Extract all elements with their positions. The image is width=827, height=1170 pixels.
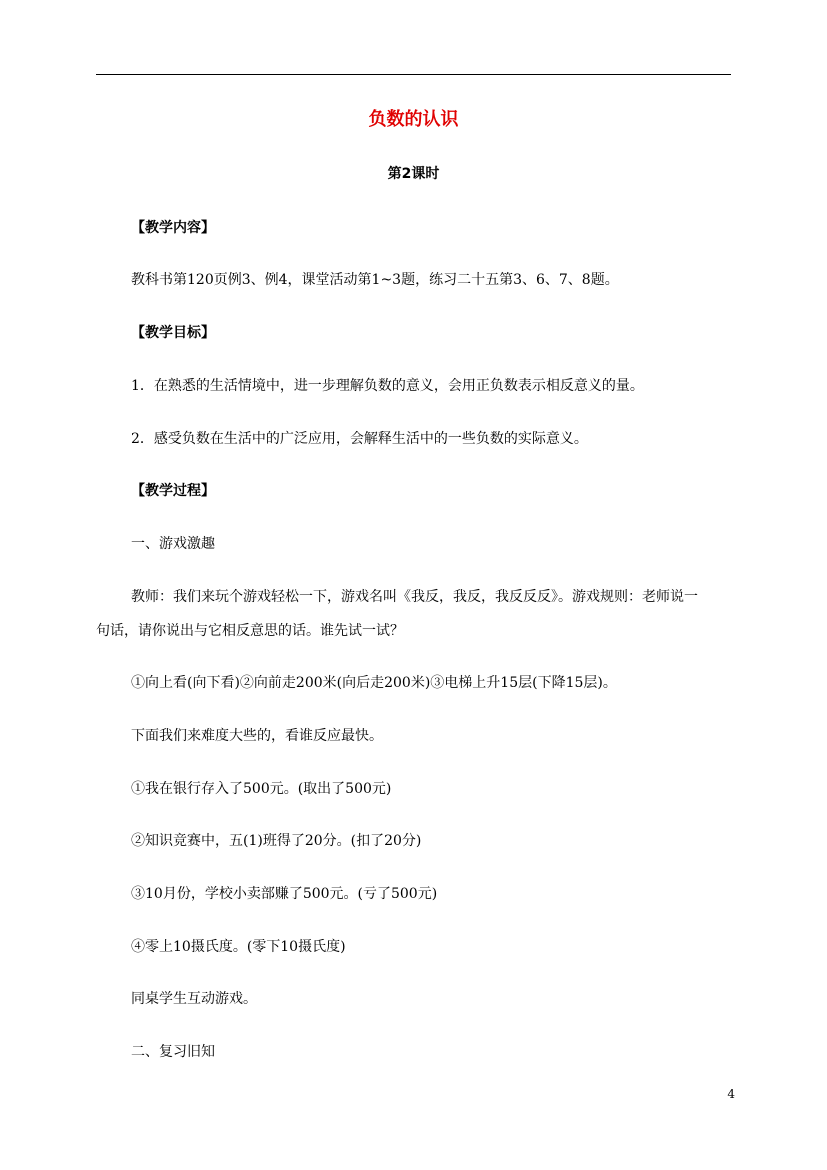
list-item: ③10月份，学校小卖部赚了500元。(亏了500元) (131, 886, 438, 902)
pair-game-line: 同桌学生互动游戏。 (131, 991, 257, 1007)
section-heading-content: 【教学内容】 (131, 220, 215, 236)
document-title: 负数的认识 (368, 109, 459, 130)
part-heading-review: 二、复习旧知 (131, 1044, 215, 1060)
goal-item-2: 2．感受负数在生活中的广泛应用，会解释生活中的一些负数的实际意义。 (131, 431, 588, 447)
content-paragraph: 教科书第120页例3、例4，课堂活动第1~3题，练习二十五第3、6、7、8题。 (131, 272, 619, 288)
section-heading-goals: 【教学目标】 (131, 325, 215, 341)
harder-intro-line: 下面我们来难度大些的，看谁反应最快。 (131, 728, 383, 744)
teacher-paragraph-line-1: 教师：我们来玩个游戏轻松一下，游戏名叫《我反，我反，我反反反》。游戏规则：老师说一 (131, 589, 698, 605)
page-number: 4 (727, 1087, 735, 1101)
list-item: ④零上10摄氏度。(零下10摄氏度) (131, 939, 346, 955)
section-heading-process: 【教学过程】 (131, 483, 215, 499)
header-rule (96, 74, 731, 75)
lesson-subtitle: 第2课时 (387, 166, 440, 182)
part-heading-game: 一、游戏激趣 (131, 536, 215, 552)
examples-line: ①向上看(向下看)②向前走200米(向后走200米)③电梯上升15层(下降15层)。 (131, 675, 617, 691)
list-item: ①我在银行存入了500元。(取出了500元) (131, 781, 392, 797)
teacher-paragraph-line-2: 句话，请你说出与它相反意思的话。谁先试一试？ (96, 623, 404, 639)
goal-item-1: 1．在熟悉的生活情境中，进一步理解负数的意义，会用正负数表示相反意义的量。 (131, 378, 644, 394)
list-item: ②知识竞赛中，五(1)班得了20分。(扣了20分) (131, 833, 422, 849)
